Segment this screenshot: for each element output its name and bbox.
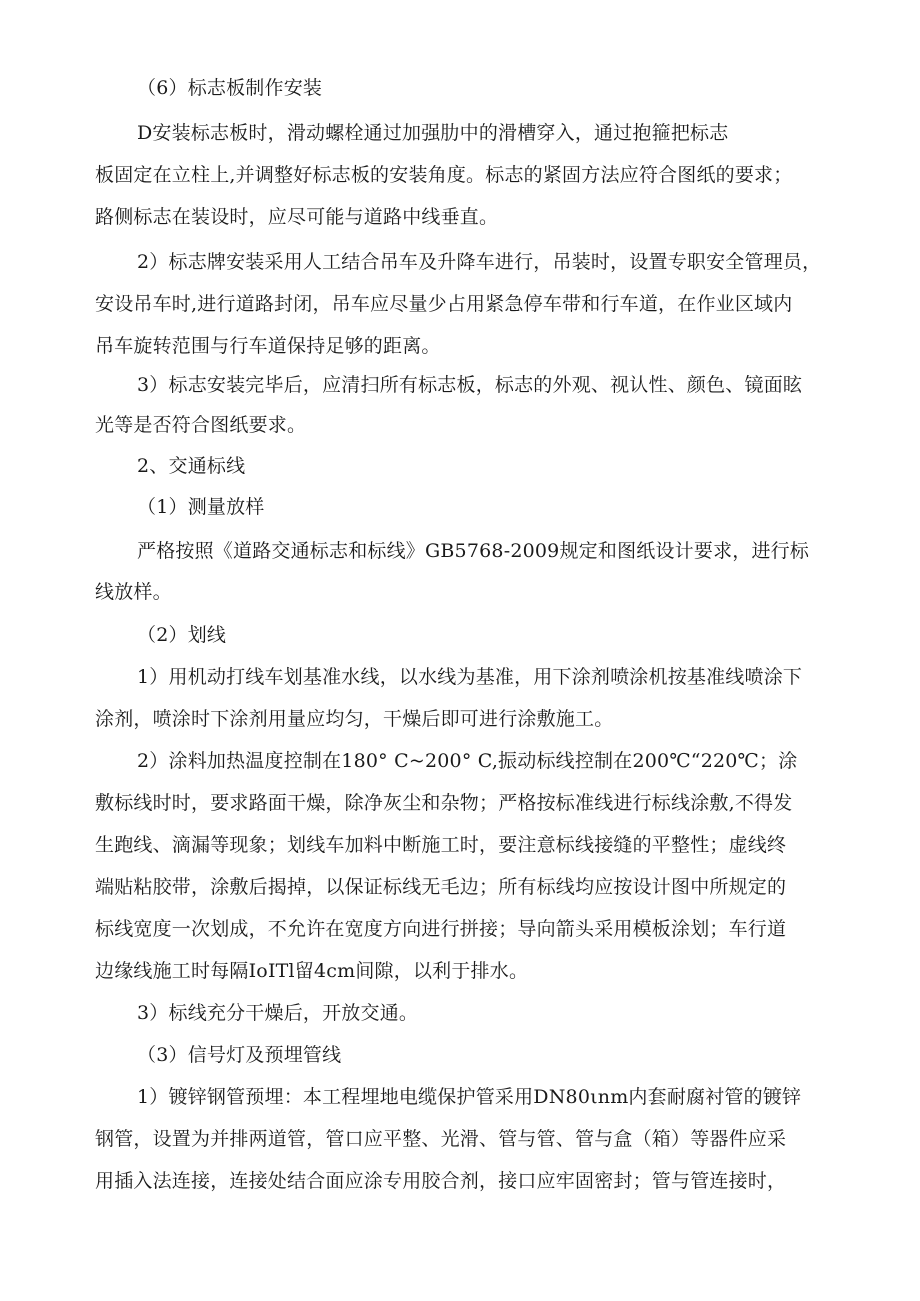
paragraph-line: 线放样。 [95,581,172,603]
paragraph-line: 3）标志安装完毕后，应清扫所有标志板，标志的外观、视认性、颜色、镜面眩 [137,374,803,396]
paragraph-line: 安设吊车时,进行道路封闭，吊车应尽量少占用紧急停车带和行车道，在作业区域内 [95,293,793,315]
paragraph-line: 路侧标志在装设时，应尽可能与道路中线垂直。 [95,206,499,228]
paragraph-line: 3）标线充分干燥后，开放交通。 [137,1002,419,1024]
paragraph-line: 1）用机动打线车划基准水线，以水线为基准，用下涂剂喷涂机按基准线喷涂下 [137,666,803,688]
heading-traffic-markings: 2、交通标线 [137,455,246,477]
paragraph-line: 板固定在立柱上,并调整好标志板的安装角度。标志的紧固方法应符合图纸的要求； [95,164,793,186]
heading-survey-layout: （1）测量放样 [137,496,265,518]
paragraph-line: 1）镀锌钢管预埋：本工程埋地电缆保护管采用DN80ιnm内套耐腐衬管的镀锌 [137,1086,802,1108]
paragraph-line: 边缘线施工时每隔IoITl留4cm间隙，以利于排水。 [95,960,529,982]
paragraph-line: 2）标志牌安装采用人工结合吊车及升降车进行，吊装时，设置专职安全管理员， [137,251,822,273]
paragraph-line: 端贴粘胶带，涂敷后揭掉，以保证标线无毛边；所有标线均应按设计图中所规定的 [95,876,787,898]
paragraph-line: 2）涂料加热温度控制在180° C~200° C,振动标线控制在200℃“220℃；涂 [137,750,798,772]
paragraph-line: 用插入法连接，连接处结合面应涂专用胶合剂，接口应牢固密封；管与管连接时， [95,1170,787,1192]
paragraph-line: 涂剂，喷涂时下涂剂用量应均匀，干燥后即可进行涂敷施工。 [95,708,614,730]
heading-line-marking: （2）划线 [137,624,227,646]
paragraph-line: D安装标志板时，滑动螺栓通过加强肋中的滑槽穿入，通过抱箍把标志 [137,122,729,144]
heading-sign-board-installation: （6）标志板制作安装 [137,77,323,99]
paragraph-line: 严格按照《道路交通标志和标线》GB5768-2009规定和图纸设计要求，进行标 [137,540,810,562]
paragraph-line: 敷标线时时，要求路面干燥，除净灰尘和杂物；严格按标准线进行标线涂敷,不得发 [95,792,793,814]
paragraph-line: 吊车旋转范围与行车道保持足够的距离。 [95,335,441,357]
heading-signal-lights-conduits: （3）信号灯及预埋管线 [137,1044,342,1066]
paragraph-line: 钢管，设置为并排两道管，管口应平整、光滑、管与管、管与盒（箱）等器件应采 [95,1128,787,1150]
paragraph-line: 光等是否符合图纸要求。 [95,414,307,436]
paragraph-line: 标线宽度一次划成，不允许在宽度方向进行拼接；导向箭头采用模板涂划；车行道 [95,918,787,940]
paragraph-line: 生跑线、滴漏等现象；划线车加料中断施工时，要注意标线接缝的平整性；虚线终 [95,834,787,856]
